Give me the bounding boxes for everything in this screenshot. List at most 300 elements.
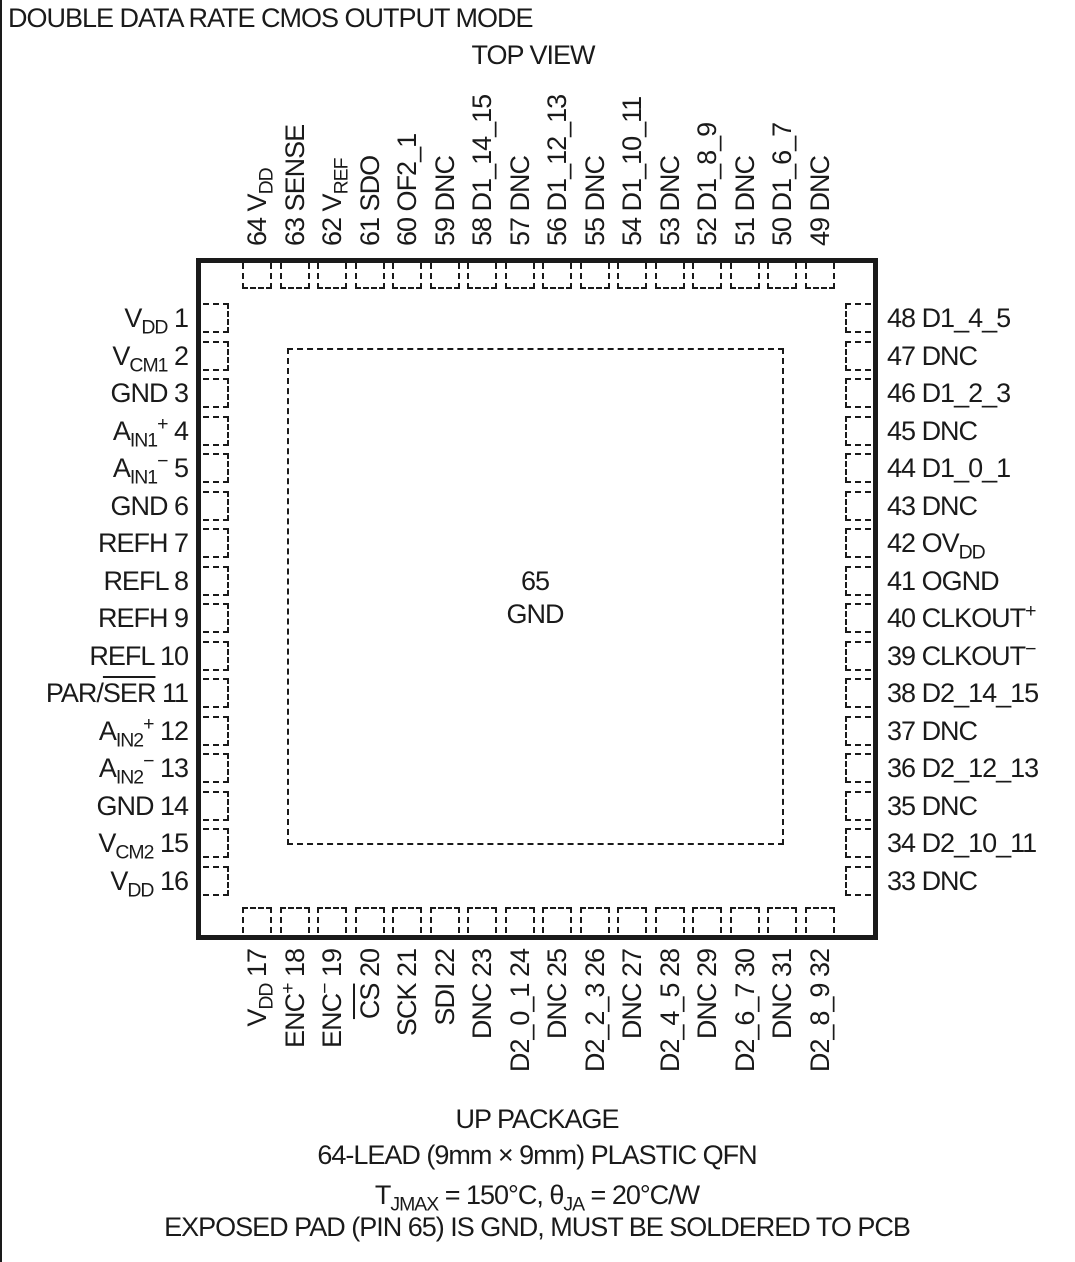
pin-41-number: 41 bbox=[887, 565, 916, 596]
pin-label-64-text bbox=[237, 26, 277, 246]
pin-60-number: 60 bbox=[392, 217, 422, 246]
pin-20-number: 20 bbox=[354, 949, 385, 978]
pin-37-number: 37 bbox=[887, 715, 916, 746]
pin-42-name-part: DD bbox=[958, 541, 985, 564]
pin-8-name-part: REFL bbox=[103, 565, 168, 596]
pin-26-name-part: D2_2_3 bbox=[579, 983, 610, 1073]
pin-pad-34 bbox=[845, 828, 871, 858]
pin-pad-28 bbox=[655, 907, 685, 933]
pin-16-number: 16 bbox=[159, 865, 188, 896]
pin-label-32-d2-8-9 bbox=[800, 949, 840, 1169]
pin-label-35-dnc bbox=[887, 791, 977, 821]
pin-label-61-text bbox=[350, 26, 390, 246]
pin-21-number: 21 bbox=[392, 949, 422, 978]
pin-5-name-part: IN1 bbox=[129, 466, 158, 489]
pin-1-name-part: V bbox=[124, 303, 142, 333]
pin-32-name-part: D2_8_9 bbox=[804, 983, 835, 1073]
pin-label-10-refl bbox=[89, 641, 188, 671]
pin-label-28-d2-4-5 bbox=[650, 949, 690, 1169]
theta-symbol: θ bbox=[549, 1180, 564, 1210]
pin-label-12-ain2plus bbox=[98, 712, 188, 751]
pin-pad-23 bbox=[467, 907, 497, 933]
pin-23-number: 23 bbox=[467, 949, 497, 978]
pin-label-17-text bbox=[237, 949, 277, 1169]
pin-label-53-dnc bbox=[650, 26, 690, 246]
pin-label-6-gnd bbox=[110, 491, 188, 521]
pin-pad-10 bbox=[203, 641, 229, 671]
pin-18-number: 18 bbox=[279, 949, 310, 978]
pin-21-name-part: SCK bbox=[392, 983, 422, 1037]
exposed-pad bbox=[287, 348, 784, 845]
pin-3-number: 3 bbox=[173, 378, 188, 408]
exposed-pad-name: GND bbox=[506, 599, 564, 629]
pin-label-32-text bbox=[800, 949, 840, 1169]
pin-59-number: 59 bbox=[429, 217, 460, 246]
pin-45-number: 45 bbox=[887, 415, 916, 446]
pin-label-58-d1-14-15 bbox=[462, 26, 502, 246]
pin-label-39-clkoutminus bbox=[887, 637, 1036, 671]
pin-37-name-part: DNC bbox=[921, 715, 978, 746]
pin-4-name-part: A bbox=[112, 415, 130, 446]
tj-subscript: JMAX bbox=[390, 1193, 439, 1216]
pin-30-number: 30 bbox=[729, 949, 760, 978]
pin-label-59-text bbox=[425, 26, 465, 246]
pin-38-name-part: D2_14_15 bbox=[921, 678, 1039, 708]
pin-pad-51 bbox=[730, 263, 760, 289]
pin-25-name-part: DNC bbox=[542, 983, 572, 1040]
pin-label-30-d2-6-7 bbox=[725, 949, 765, 1169]
theta-subscript: JA bbox=[563, 1193, 585, 1216]
pin-label-36-d2-12-13 bbox=[887, 753, 1038, 783]
pin-label-8-refl bbox=[103, 566, 188, 596]
pin-label-29-text bbox=[687, 949, 727, 1169]
pin-20-name-part: $\overline{CS}$ bbox=[354, 983, 385, 1020]
pin-label-45-dnc bbox=[887, 416, 977, 446]
pin-13-name-part: − bbox=[143, 750, 154, 772]
pin-pad-16 bbox=[203, 866, 229, 896]
pin-label-52-text bbox=[687, 26, 727, 246]
pin-47-name-part: DNC bbox=[921, 340, 978, 371]
pin-label-2-vcm1 bbox=[112, 340, 188, 376]
pin-label-31-text bbox=[762, 949, 802, 1169]
pin-pad-21 bbox=[392, 907, 422, 933]
pin-2-name-part: V bbox=[112, 340, 130, 371]
pin-label-63-text bbox=[275, 26, 315, 246]
pin-9-name-part: REFH bbox=[97, 603, 168, 633]
pin-pad-29 bbox=[692, 907, 722, 933]
pin-label-44-d1-0-1 bbox=[887, 453, 1010, 483]
pin-7-name-part: REFH bbox=[97, 528, 168, 558]
pin-22-name-part: SDI bbox=[429, 983, 460, 1026]
pin-28-number: 28 bbox=[654, 949, 685, 978]
pin-label-55-dnc bbox=[575, 26, 615, 246]
pin-pad-27 bbox=[617, 907, 647, 933]
pin-label-50-text bbox=[762, 26, 802, 246]
pin-pad-32 bbox=[805, 907, 835, 933]
pin-pad-12 bbox=[203, 716, 229, 746]
pin-label-25-dnc bbox=[537, 949, 577, 1169]
pin-pad-36 bbox=[845, 753, 871, 783]
pin-59-name-part: DNC bbox=[429, 155, 460, 212]
pin-58-name-part: D1_14_15 bbox=[467, 94, 497, 212]
pin-22-number: 22 bbox=[429, 949, 460, 978]
pin-42-name-part: OV bbox=[921, 528, 959, 558]
pin-61-number: 61 bbox=[354, 217, 385, 246]
pin-34-number: 34 bbox=[887, 828, 916, 858]
pin-label-40-clkoutplus bbox=[887, 600, 1036, 633]
pin-label-14-gnd bbox=[96, 791, 188, 821]
theta-value: = 20°C/W bbox=[584, 1180, 700, 1210]
pin-label-27-dnc bbox=[612, 949, 652, 1169]
pin-39-number: 39 bbox=[887, 640, 916, 671]
pin-6-name-part: GND bbox=[110, 490, 168, 521]
pin-pad-24 bbox=[505, 907, 535, 933]
tj-symbol: T bbox=[374, 1180, 391, 1210]
view-label: TOP VIEW bbox=[471, 40, 595, 70]
pin-pad-38 bbox=[845, 678, 871, 708]
pin-41-name-part: OGND bbox=[921, 565, 999, 596]
pin-62-name-part: V bbox=[317, 194, 347, 212]
pin-64-number: 64 bbox=[242, 217, 272, 246]
pin-label-49-text bbox=[800, 26, 840, 246]
pin-label-63-sense bbox=[275, 26, 315, 246]
pin-label-57-text bbox=[500, 26, 540, 246]
pin-10-number: 10 bbox=[159, 640, 188, 671]
pin-label-54-d1-10-11 bbox=[612, 26, 652, 246]
pin-12-name-part: IN2 bbox=[115, 728, 144, 751]
pin-54-number: 54 bbox=[617, 217, 647, 246]
pin-62-name-part: REF bbox=[330, 158, 353, 195]
pin-14-number: 14 bbox=[159, 790, 188, 821]
tj-value: = 150°C, bbox=[438, 1180, 550, 1210]
pin-17-number: 17 bbox=[242, 949, 272, 978]
pin-label-1-vdd bbox=[124, 303, 188, 339]
pin-pad-22 bbox=[430, 907, 460, 933]
pin-24-number: 24 bbox=[504, 949, 535, 978]
pin-14-name-part: GND bbox=[96, 790, 154, 821]
pin-23-name-part: DNC bbox=[467, 983, 497, 1040]
pin-label-54-text bbox=[612, 26, 652, 246]
pin-label-52-d1-8-9 bbox=[687, 26, 727, 246]
pin-63-number: 63 bbox=[279, 217, 310, 246]
pin-34-name-part: D2_10_11 bbox=[921, 828, 1037, 858]
pin-label-51-text bbox=[725, 26, 765, 246]
pin-pad-43 bbox=[845, 491, 871, 521]
pin-12-number: 12 bbox=[159, 715, 188, 746]
pin-label-28-text bbox=[650, 949, 690, 1169]
pin-28-name-part: D2_4_5 bbox=[654, 983, 685, 1073]
pin-label-57-dnc bbox=[500, 26, 540, 246]
pin-pad-4 bbox=[203, 416, 229, 446]
pin-52-name-part: D1_8_9 bbox=[692, 122, 722, 212]
pin-label-20-text bbox=[350, 949, 390, 1169]
pin-pad-44 bbox=[845, 453, 871, 483]
pin-label-61-sdo bbox=[350, 26, 390, 246]
pin-39-name-part: CLKOUT bbox=[921, 640, 1026, 671]
pin-43-name-part: DNC bbox=[921, 490, 978, 521]
pin-label-18-encplus bbox=[275, 949, 315, 1169]
pin-pad-45 bbox=[845, 416, 871, 446]
pin-16-name-part: DD bbox=[127, 878, 154, 901]
pin-pad-19 bbox=[317, 907, 347, 933]
pin-26-number: 26 bbox=[579, 949, 610, 978]
pin-label-26-d2-2-3 bbox=[575, 949, 615, 1169]
pin-label-49-dnc bbox=[800, 26, 840, 246]
pin-58-number: 58 bbox=[467, 217, 497, 246]
pin-11-name-part: $\overline{SER}$ bbox=[102, 678, 156, 708]
pin-label-3-gnd bbox=[110, 378, 188, 408]
pin-label-42-ovdd bbox=[887, 528, 985, 564]
pin-label-43-dnc bbox=[887, 491, 977, 521]
pin-pad-20 bbox=[355, 907, 385, 933]
pin-15-name-part: V bbox=[98, 828, 116, 858]
pin-label-19-text bbox=[312, 949, 352, 1169]
pin-61-name-part: SDO bbox=[354, 155, 385, 212]
pin-pad-8 bbox=[203, 566, 229, 596]
pin-4-number: 4 bbox=[173, 415, 188, 446]
pin-label-25-text bbox=[537, 949, 577, 1169]
pin-27-name-part: DNC bbox=[617, 983, 647, 1040]
pin-5-name-part: − bbox=[157, 450, 168, 472]
pin-pad-52 bbox=[692, 263, 722, 289]
pin-pad-56 bbox=[542, 263, 572, 289]
pin-pad-60 bbox=[392, 263, 422, 289]
pin-pad-53 bbox=[655, 263, 685, 289]
pin-18-name-part: + bbox=[276, 983, 299, 994]
pin-label-58-text bbox=[462, 26, 502, 246]
pin-43-number: 43 bbox=[887, 490, 916, 521]
pin-6-number: 6 bbox=[173, 490, 188, 521]
pin-pad-61 bbox=[355, 263, 385, 289]
pin-52-number: 52 bbox=[692, 217, 722, 246]
pin-label-60-of2-1 bbox=[387, 26, 427, 246]
pin-11-number: 11 bbox=[161, 678, 188, 708]
pin-pad-63 bbox=[280, 263, 310, 289]
pin-44-number: 44 bbox=[887, 453, 916, 483]
pin-9-number: 9 bbox=[173, 603, 188, 633]
pin-17-name-part: V bbox=[242, 1009, 272, 1027]
pin-label-64-vdd bbox=[237, 26, 277, 246]
pin-10-name-part: REFL bbox=[89, 640, 154, 671]
pin-label-47-dnc bbox=[887, 341, 977, 371]
pin-38-number: 38 bbox=[887, 678, 916, 708]
pin-32-number: 32 bbox=[804, 949, 835, 978]
pin-label-29-dnc bbox=[687, 949, 727, 1169]
pin-63-name-part: SENSE bbox=[279, 124, 310, 212]
pin-36-number: 36 bbox=[887, 753, 916, 783]
pin-51-name-part: DNC bbox=[729, 155, 760, 212]
pin-47-number: 47 bbox=[887, 340, 916, 371]
pin-53-number: 53 bbox=[654, 217, 685, 246]
pin-label-5-ain1minus bbox=[112, 450, 188, 489]
exposed-pad-number: 65 bbox=[520, 566, 550, 596]
pin-label-21-sck bbox=[387, 949, 427, 1169]
pin-label-26-text bbox=[575, 949, 615, 1169]
pin-50-number: 50 bbox=[767, 217, 797, 246]
pin-5-number: 5 bbox=[173, 453, 188, 483]
pin-label-34-d2-10-11 bbox=[887, 828, 1036, 858]
pin-label-30-text bbox=[725, 949, 765, 1169]
pin-label-15-vcm2 bbox=[98, 828, 188, 864]
pin-pad-17 bbox=[242, 907, 272, 933]
pin-17-name-part: DD bbox=[255, 983, 278, 1010]
pin-pad-33 bbox=[845, 866, 871, 896]
pin-2-number: 2 bbox=[173, 340, 188, 371]
pin-label-50-d1-6-7 bbox=[762, 26, 802, 246]
pin-27-number: 27 bbox=[617, 949, 647, 978]
pin-19-name-part: ENC bbox=[317, 993, 347, 1048]
pin-pad-11 bbox=[203, 678, 229, 708]
pin-label-53-text bbox=[650, 26, 690, 246]
pin-label-55-text bbox=[575, 26, 615, 246]
pin-pad-6 bbox=[203, 491, 229, 521]
pin-label-23-dnc bbox=[462, 949, 502, 1169]
pin-pad-55 bbox=[580, 263, 610, 289]
pin-pad-47 bbox=[845, 341, 871, 371]
pin-pad-50 bbox=[767, 263, 797, 289]
pin-label-33-dnc bbox=[887, 866, 977, 896]
pin-48-number: 48 bbox=[887, 303, 916, 333]
pin-39-name-part: − bbox=[1025, 637, 1036, 660]
pin-pad-48 bbox=[845, 303, 871, 333]
pin-55-number: 55 bbox=[579, 217, 610, 246]
pin-pad-37 bbox=[845, 716, 871, 746]
pin-46-name-part: D1_2_3 bbox=[921, 378, 1011, 408]
pin-44-name-part: D1_0_1 bbox=[921, 453, 1011, 483]
pin-label-27-text bbox=[612, 949, 652, 1169]
pin-13-name-part: IN2 bbox=[115, 766, 144, 789]
pin-label-4-ain1plus bbox=[112, 412, 188, 451]
pin-pad-30 bbox=[730, 907, 760, 933]
pin-label-11-par-ser bbox=[46, 678, 188, 708]
pin-64-name-part: V bbox=[242, 194, 272, 212]
pin-pad-49 bbox=[805, 263, 835, 289]
pin-label-19-encminus bbox=[312, 949, 352, 1169]
pin-30-name-part: D2_6_7 bbox=[729, 983, 760, 1073]
pin-55-name-part: DNC bbox=[579, 155, 610, 212]
pin-pad-3 bbox=[203, 378, 229, 408]
pin-31-number: 31 bbox=[767, 949, 797, 978]
pin-49-name-part: DNC bbox=[804, 155, 835, 212]
exposed-pad-note: EXPOSED PAD (PIN 65) IS GND, MUST BE SOLDERED TO PCB bbox=[164, 1212, 910, 1242]
pin-15-number: 15 bbox=[159, 828, 188, 858]
pin-label-17-vdd bbox=[237, 949, 277, 1169]
pin-2-name-part: CM1 bbox=[129, 353, 168, 376]
pin-pad-42 bbox=[845, 528, 871, 558]
pin-label-9-refh bbox=[98, 603, 188, 633]
pin-pad-7 bbox=[203, 528, 229, 558]
pin-31-name-part: DNC bbox=[767, 983, 797, 1040]
pin-pad-1 bbox=[203, 303, 229, 333]
pin-40-name-part: + bbox=[1025, 600, 1036, 622]
pin-pad-59 bbox=[430, 263, 460, 289]
pin-pad-31 bbox=[767, 907, 797, 933]
pin-pad-13 bbox=[203, 753, 229, 783]
pin-64-name-part: DD bbox=[255, 168, 278, 195]
pin-label-56-text bbox=[537, 26, 577, 246]
pin-label-24-d2-0-1 bbox=[500, 949, 540, 1169]
pin-label-60-text bbox=[387, 26, 427, 246]
pin-50-name-part: D1_6_7 bbox=[767, 122, 797, 212]
pin-40-number: 40 bbox=[887, 603, 916, 633]
pin-1-name-part: DD bbox=[141, 316, 168, 339]
pin-pad-9 bbox=[203, 603, 229, 633]
pin-54-name-part: D1_10_11 bbox=[617, 96, 647, 212]
pin-12-name-part: A bbox=[98, 715, 116, 746]
pin-label-46-d1-2-3 bbox=[887, 378, 1010, 408]
pin-16-name-part: V bbox=[110, 865, 128, 896]
pin-pad-58 bbox=[467, 263, 497, 289]
pin-pad-40 bbox=[845, 603, 871, 633]
pin-12-name-part: + bbox=[143, 712, 154, 735]
pin-label-41-ognd bbox=[887, 566, 999, 596]
pin-pad-25 bbox=[542, 907, 572, 933]
pin-label-21-text bbox=[387, 949, 427, 1169]
thermal-specs bbox=[237, 1180, 837, 1216]
pin-60-name-part: OF2_1 bbox=[392, 133, 422, 212]
pin-24-name-part: D2_0_1 bbox=[504, 983, 535, 1073]
pin-pad-2 bbox=[203, 341, 229, 371]
diagram-title: DOUBLE DATA RATE CMOS OUTPUT MODE bbox=[8, 3, 533, 33]
pin-pad-18 bbox=[280, 907, 310, 933]
pin-label-51-dnc bbox=[725, 26, 765, 246]
pin-pad-41 bbox=[845, 566, 871, 596]
pin-label-16-vdd bbox=[110, 865, 188, 901]
pin-11-name-part: PAR/ bbox=[45, 678, 103, 708]
package-description: 64-LEAD (9mm × 9mm) PLASTIC QFN bbox=[317, 1140, 757, 1170]
package-name: UP PACKAGE bbox=[455, 1104, 619, 1134]
pin-pad-54 bbox=[617, 263, 647, 289]
pin-label-37-dnc bbox=[887, 716, 977, 746]
pin-56-name-part: D1_12_13 bbox=[542, 94, 572, 212]
pin-13-number: 13 bbox=[159, 753, 188, 783]
pin-label-62-vref bbox=[312, 26, 352, 246]
pin-33-name-part: DNC bbox=[921, 865, 978, 896]
pin-62-number: 62 bbox=[317, 217, 347, 246]
pin-1-number: 1 bbox=[173, 303, 188, 333]
page-left-rule bbox=[0, 0, 2, 1262]
pin-53-name-part: DNC bbox=[654, 155, 685, 212]
pin-pad-64 bbox=[242, 263, 272, 289]
pin-label-24-text bbox=[500, 949, 540, 1169]
pin-33-number: 33 bbox=[887, 865, 916, 896]
pin-51-number: 51 bbox=[729, 217, 760, 246]
pin-pad-15 bbox=[203, 828, 229, 858]
pin-19-number: 19 bbox=[317, 949, 347, 978]
pin-18-name-part: ENC bbox=[279, 993, 310, 1048]
pin-56-number: 56 bbox=[542, 217, 572, 246]
pin-label-62-text bbox=[312, 26, 352, 246]
pin-48-name-part: D1_4_5 bbox=[921, 303, 1011, 333]
pin-35-name-part: DNC bbox=[921, 790, 978, 821]
pin-pad-46 bbox=[845, 378, 871, 408]
pin-pad-35 bbox=[845, 791, 871, 821]
pin-45-name-part: DNC bbox=[921, 415, 978, 446]
pin-label-18-text bbox=[275, 949, 315, 1169]
pin-4-name-part: + bbox=[157, 412, 168, 435]
pin-42-number: 42 bbox=[887, 528, 916, 558]
pin-label-20-cs bbox=[350, 949, 390, 1169]
pin-label-31-dnc bbox=[762, 949, 802, 1169]
pin-label-38-d2-14-15 bbox=[887, 678, 1038, 708]
pin-49-number: 49 bbox=[804, 217, 835, 246]
pin-5-name-part: A bbox=[112, 453, 130, 483]
pin-57-name-part: DNC bbox=[504, 155, 535, 212]
pin-8-number: 8 bbox=[173, 565, 188, 596]
pin-7-number: 7 bbox=[173, 528, 188, 558]
pin-3-name-part: GND bbox=[110, 378, 168, 408]
pin-label-13-ain2minus bbox=[98, 750, 188, 789]
